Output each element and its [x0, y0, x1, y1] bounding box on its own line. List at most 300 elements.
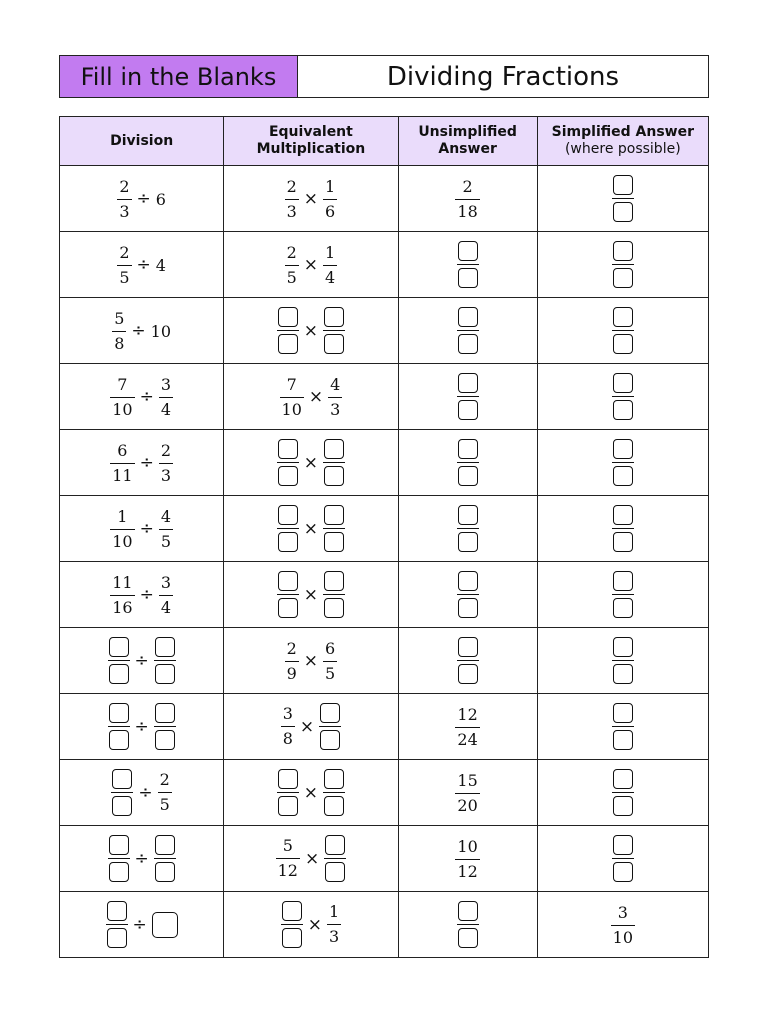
numerator-blank-box[interactable]: [613, 439, 633, 459]
numerator: [457, 373, 479, 396]
multiply-sign: ×: [303, 782, 319, 803]
numerator-blank-box[interactable]: [278, 571, 298, 591]
denominator: 11: [110, 463, 134, 485]
header-unsimplified-answer: [398, 117, 537, 166]
header-simplified-answer: [537, 117, 708, 166]
numerator-blank-box[interactable]: [278, 505, 298, 525]
numerator: 7: [117, 374, 128, 394]
numerator: [457, 307, 479, 330]
numerator-blank-box[interactable]: [112, 769, 132, 789]
dividend-fraction: [106, 901, 128, 948]
simplified-fraction: [612, 505, 634, 552]
unsimplified-fraction: [457, 307, 479, 354]
division-cell: [60, 496, 224, 562]
denominator: [612, 330, 634, 354]
unsimplified-fraction: [457, 571, 479, 618]
numerator: [281, 901, 303, 924]
multiplication-cell: [224, 628, 398, 694]
divisor-fraction: [154, 835, 176, 882]
numerator-blank-box[interactable]: [107, 901, 127, 921]
header-label: Division: [110, 132, 174, 149]
denominator: [154, 726, 176, 750]
reciprocal-factor-fraction: [323, 307, 345, 354]
numerator-blank-box[interactable]: [458, 307, 478, 327]
numerator-blank-box[interactable]: [458, 373, 478, 393]
numerator: 3: [617, 902, 628, 922]
denominator: 3: [328, 397, 342, 419]
divisor-fraction: [159, 376, 173, 419]
table-header-row: [60, 117, 709, 166]
denominator: 3: [159, 463, 173, 485]
header-sublabel: (where possible): [564, 141, 681, 157]
denominator-blank-box[interactable]: [109, 862, 129, 882]
multiplication-expression: [277, 439, 345, 486]
numerator: [612, 769, 634, 792]
numerator: 5: [282, 836, 293, 855]
denominator-blank-box[interactable]: [112, 796, 132, 816]
divide-sign: ÷: [131, 321, 146, 341]
denominator-blank-box[interactable]: [458, 466, 478, 486]
whole-number-blank-box[interactable]: [152, 912, 178, 938]
table-row: [60, 892, 709, 958]
division-cell: [60, 430, 224, 496]
numerator: [323, 571, 345, 594]
denominator-blank-box[interactable]: [613, 796, 633, 816]
table-row: [60, 694, 709, 760]
denominator-blank-box[interactable]: [613, 532, 633, 552]
reciprocal-factor-fraction: [323, 244, 337, 287]
numerator-blank-box[interactable]: [278, 439, 298, 459]
reciprocal-factor-fraction: [328, 376, 342, 419]
numerator: [612, 307, 634, 330]
denominator: [612, 198, 634, 222]
multiply-sign: ×: [303, 320, 319, 341]
simplified-fraction: [612, 703, 634, 750]
multiplication-expression: [277, 769, 345, 816]
divisor-fraction: [159, 508, 173, 551]
numerator: [323, 439, 345, 462]
division-expression: [106, 901, 178, 948]
numerator-blank-box[interactable]: [282, 901, 302, 921]
multiplication-expression: [285, 244, 338, 287]
numerator: [612, 835, 634, 858]
denominator-blank-box[interactable]: [458, 532, 478, 552]
unsimplified-fraction: [457, 637, 479, 684]
numerator: 6: [117, 440, 128, 460]
table-row: [60, 760, 709, 826]
numerator: [108, 703, 130, 726]
simplified-answer-cell: [537, 628, 708, 694]
numerator: 5: [114, 308, 125, 328]
division-cell: [60, 892, 224, 958]
multiply-sign: ×: [303, 189, 319, 209]
multiply-sign: ×: [308, 387, 324, 407]
numerator-blank-box[interactable]: [109, 835, 129, 855]
denominator-blank-box[interactable]: [613, 664, 633, 684]
reciprocal-factor-fraction: [323, 571, 345, 618]
denominator-blank-box[interactable]: [613, 268, 633, 288]
denominator: [154, 660, 176, 684]
numerator-blank-box[interactable]: [324, 571, 344, 591]
numerator: 15: [457, 770, 478, 790]
simplified-fraction: [612, 373, 634, 420]
division-cell: [60, 166, 224, 232]
numerator: 7: [286, 374, 297, 394]
divide-sign: ÷: [136, 189, 151, 209]
divisor-fraction: [158, 771, 172, 814]
denominator-blank-box[interactable]: [324, 334, 344, 354]
simplified-answer-cell: [537, 298, 708, 364]
multiply-sign: ×: [303, 651, 319, 671]
numerator: [277, 505, 299, 528]
numerator: [277, 769, 299, 792]
denominator: 10: [280, 397, 304, 419]
denominator-blank-box[interactable]: [458, 334, 478, 354]
activity-label: Fill in the Blanks: [60, 56, 298, 97]
first-factor-fraction: [277, 769, 299, 816]
denominator-blank-box[interactable]: [458, 400, 478, 420]
simplified-answer-cell: [537, 760, 708, 826]
denominator: [457, 924, 479, 948]
numerator-blank-box[interactable]: [613, 835, 633, 855]
division-expression: [117, 178, 166, 221]
numerator-blank-box[interactable]: [324, 439, 344, 459]
numerator-blank-box[interactable]: [155, 835, 175, 855]
simplified-fraction: [612, 571, 634, 618]
unsimplified-answer-cell: [398, 892, 537, 958]
numerator: 2: [160, 440, 172, 460]
divide-sign: ÷: [134, 848, 149, 869]
numerator: 2: [119, 242, 130, 262]
divisor-fraction: [154, 703, 176, 750]
simplified-fraction: [611, 904, 635, 947]
numerator-blank-box[interactable]: [458, 571, 478, 591]
denominator: [277, 330, 299, 354]
denominator: 5: [117, 265, 131, 287]
division-expression: [108, 703, 176, 750]
table-row: [60, 430, 709, 496]
denominator: [457, 264, 479, 288]
multiplication-cell: [224, 364, 398, 430]
denominator-blank-box[interactable]: [613, 598, 633, 618]
numerator-blank-box[interactable]: [458, 241, 478, 261]
denominator: 12: [455, 859, 479, 881]
numerator-blank-box[interactable]: [320, 703, 340, 723]
denominator-blank-box[interactable]: [155, 730, 175, 750]
denominator: [612, 792, 634, 816]
numerator: [612, 439, 634, 462]
denominator-blank-box[interactable]: [324, 796, 344, 816]
numerator: 2: [462, 176, 473, 196]
numerator-blank-box[interactable]: [613, 769, 633, 789]
multiply-sign: ×: [307, 914, 322, 935]
reciprocal-factor-fraction: [323, 505, 345, 552]
denominator-blank-box[interactable]: [107, 928, 127, 948]
numerator-blank-box[interactable]: [613, 505, 633, 525]
denominator: [108, 660, 130, 684]
dividend-fraction: [110, 442, 134, 485]
header-label: Equivalent Multiplication: [256, 124, 366, 157]
denominator: 3: [117, 199, 131, 221]
numerator-blank-box[interactable]: [324, 307, 344, 327]
multiplication-cell: [224, 562, 398, 628]
denominator: [323, 462, 345, 486]
denominator: [277, 462, 299, 486]
denominator-blank-box[interactable]: [613, 466, 633, 486]
table-row: [60, 166, 709, 232]
division-expression: [117, 244, 166, 287]
simplified-answer-cell: [537, 892, 708, 958]
denominator-blank-box[interactable]: [613, 202, 633, 222]
table-row: [60, 628, 709, 694]
divisor-fraction: [159, 442, 173, 485]
numerator: [612, 571, 634, 594]
denominator: 10: [110, 529, 134, 551]
denominator-blank-box[interactable]: [458, 928, 478, 948]
division-cell: [60, 694, 224, 760]
numerator-blank-box[interactable]: [155, 637, 175, 657]
denominator: [457, 330, 479, 354]
multiplication-cell: [224, 298, 398, 364]
numerator-blank-box[interactable]: [613, 571, 633, 591]
simplified-fraction: [612, 307, 634, 354]
numerator: [457, 901, 479, 924]
numerator: 12: [457, 704, 478, 724]
numerator-blank-box[interactable]: [613, 373, 633, 393]
denominator: [323, 792, 345, 816]
unsimplified-answer-cell: [398, 562, 537, 628]
dividend-fraction: [108, 835, 130, 882]
divisor-fraction: [159, 574, 173, 617]
numerator: 2: [286, 638, 297, 658]
divisor-fraction: [154, 637, 176, 684]
numerator: 2: [159, 770, 170, 789]
denominator: [108, 858, 130, 882]
denominator: [612, 462, 634, 486]
multiplication-expression: [280, 376, 343, 419]
denominator: [457, 528, 479, 552]
denominator-blank-box[interactable]: [278, 796, 298, 816]
numerator: [154, 637, 176, 660]
denominator-blank-box[interactable]: [324, 598, 344, 618]
worksheet-title: Dividing Fractions: [386, 61, 620, 92]
denominator-blank-box[interactable]: [278, 532, 298, 552]
numerator: [323, 307, 345, 330]
denominator-blank-box[interactable]: [613, 334, 633, 354]
denominator: [323, 528, 345, 552]
numerator: [457, 241, 479, 264]
numerator: [154, 835, 176, 858]
multiplication-expression: [277, 307, 345, 354]
dividend-fraction: [117, 244, 131, 287]
numerator-blank-box[interactable]: [109, 637, 129, 657]
multiply-sign: ×: [299, 716, 315, 737]
numerator-blank-box[interactable]: [325, 835, 345, 855]
division-cell: [60, 826, 224, 892]
numerator: 1: [328, 902, 340, 921]
denominator: [277, 528, 299, 552]
first-factor-fraction: [277, 505, 299, 552]
dividend-fraction: [111, 769, 133, 816]
denominator-blank-box[interactable]: [278, 334, 298, 354]
reciprocal-factor-fraction: [324, 835, 346, 882]
dividend-fraction: [110, 574, 134, 617]
header-division: [60, 117, 224, 166]
multiplication-expression: [285, 178, 338, 221]
table-row: [60, 298, 709, 364]
dividend-fraction: [108, 703, 130, 750]
denominator: [111, 792, 133, 816]
numerator-blank-box[interactable]: [155, 703, 175, 723]
denominator: [612, 858, 634, 882]
numerator: [106, 901, 128, 924]
numerator: [277, 307, 299, 330]
division-cell: [60, 232, 224, 298]
numerator-blank-box[interactable]: [278, 769, 298, 789]
denominator: [319, 726, 341, 750]
denominator-blank-box[interactable]: [613, 730, 633, 750]
numerator-blank-box[interactable]: [109, 703, 129, 723]
unsimplified-answer-cell: [398, 364, 537, 430]
denominator-blank-box[interactable]: [325, 862, 345, 882]
numerator: 2: [286, 242, 297, 262]
denominator-blank-box[interactable]: [458, 664, 478, 684]
header-equivalent-multiplication: [224, 117, 398, 166]
numerator-blank-box[interactable]: [613, 175, 633, 195]
simplified-answer-cell: [537, 694, 708, 760]
denominator-blank-box[interactable]: [278, 598, 298, 618]
denominator: [277, 792, 299, 816]
numerator-blank-box[interactable]: [458, 901, 478, 921]
table-row: [60, 826, 709, 892]
numerator-blank-box[interactable]: [278, 307, 298, 327]
numerator: 11: [112, 572, 133, 592]
numerator: [111, 769, 133, 792]
denominator-blank-box[interactable]: [324, 532, 344, 552]
numerator: 3: [160, 572, 172, 592]
numerator-blank-box[interactable]: [458, 505, 478, 525]
multiplication-expression: [277, 505, 345, 552]
numerator-blank-box[interactable]: [458, 637, 478, 657]
dividend-fraction: [110, 508, 134, 551]
numerator: [154, 703, 176, 726]
numerator: 6: [325, 638, 336, 658]
unsimplified-fraction: [455, 838, 479, 881]
unsimplified-answer-cell: [398, 430, 537, 496]
denominator: 20: [455, 793, 479, 815]
numerator-blank-box[interactable]: [613, 241, 633, 261]
numerator: [457, 571, 479, 594]
denominator: [281, 924, 303, 948]
unsimplified-answer-cell: [398, 298, 537, 364]
unsimplified-fraction: [457, 901, 479, 948]
first-factor-fraction: [281, 901, 303, 948]
divisor-whole-number: 10: [150, 321, 172, 341]
numerator-blank-box[interactable]: [324, 505, 344, 525]
division-expression: [108, 637, 176, 684]
denominator-blank-box[interactable]: [613, 862, 633, 882]
denominator-blank-box[interactable]: [109, 730, 129, 750]
numerator-blank-box[interactable]: [613, 637, 633, 657]
simplified-fraction: [612, 439, 634, 486]
multiplication-expression: [281, 703, 341, 750]
numerator: 3: [282, 704, 293, 723]
divisor-whole-number: 4: [155, 255, 166, 275]
multiplication-cell: [224, 760, 398, 826]
denominator-blank-box[interactable]: [278, 466, 298, 486]
divide-sign: ÷: [139, 585, 154, 605]
numerator-blank-box[interactable]: [613, 307, 633, 327]
numerator-blank-box[interactable]: [613, 703, 633, 723]
multiplication-expression: [276, 835, 347, 882]
numerator: [612, 241, 634, 264]
multiply-sign: ×: [303, 255, 319, 275]
denominator-blank-box[interactable]: [613, 400, 633, 420]
denominator-blank-box[interactable]: [155, 862, 175, 882]
denominator-blank-box[interactable]: [458, 598, 478, 618]
numerator-blank-box[interactable]: [458, 439, 478, 459]
numerator: [612, 505, 634, 528]
first-factor-fraction: [285, 178, 299, 221]
unsimplified-answer-cell: [398, 760, 537, 826]
division-expression: [110, 574, 173, 617]
denominator-blank-box[interactable]: [282, 928, 302, 948]
divide-sign: ÷: [139, 387, 154, 407]
denominator: 3: [327, 924, 341, 946]
division-expression: [110, 508, 173, 551]
denominator-blank-box[interactable]: [155, 664, 175, 684]
denominator: [457, 396, 479, 420]
first-factor-fraction: [277, 571, 299, 618]
multiplication-expression: [285, 640, 338, 683]
divide-sign: ÷: [138, 782, 153, 803]
numerator: [319, 703, 341, 726]
header-label: Unsimplified Answer: [418, 124, 517, 157]
denominator-blank-box[interactable]: [458, 268, 478, 288]
simplified-answer-cell: [537, 562, 708, 628]
simplified-answer-cell: [537, 232, 708, 298]
denominator: 16: [110, 595, 134, 617]
worksheet-table: [59, 116, 709, 958]
numerator-blank-box[interactable]: [324, 769, 344, 789]
numerator: 2: [286, 176, 297, 196]
denominator: [457, 660, 479, 684]
unsimplified-fraction: [457, 241, 479, 288]
denominator: 8: [281, 726, 295, 748]
denominator: [612, 726, 634, 750]
reciprocal-factor-fraction: [319, 703, 341, 750]
division-expression: [108, 835, 176, 882]
numerator: [108, 637, 130, 660]
dividend-fraction: [112, 310, 126, 353]
division-cell: [60, 364, 224, 430]
denominator-blank-box[interactable]: [109, 664, 129, 684]
denominator-blank-box[interactable]: [324, 466, 344, 486]
numerator: [277, 439, 299, 462]
denominator: 10: [110, 397, 134, 419]
denominator: [612, 594, 634, 618]
denominator: [612, 396, 634, 420]
multiplication-expression: [277, 571, 345, 618]
denominator-blank-box[interactable]: [320, 730, 340, 750]
denominator: 5: [159, 529, 173, 551]
numerator: [457, 439, 479, 462]
title-bar: [59, 55, 709, 98]
divide-sign: ÷: [139, 519, 154, 539]
denominator: 8: [112, 331, 126, 353]
denominator: 5: [158, 792, 172, 814]
numerator: [612, 637, 634, 660]
